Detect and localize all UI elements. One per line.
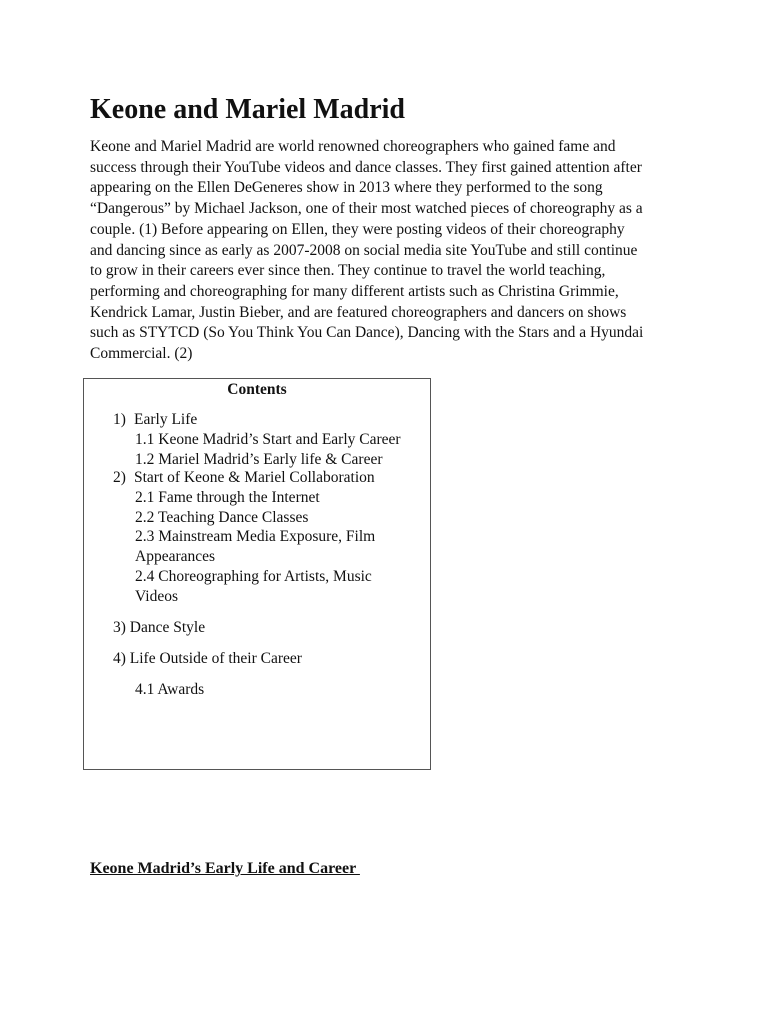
toc-item-label: Appearances bbox=[135, 548, 216, 565]
toc-item-collaboration[interactable] bbox=[113, 468, 375, 488]
toc-item-label: 2.3 Mainstream Media Exposure, Film bbox=[135, 528, 376, 545]
intro-line: “Dangerous” by Michael Jackson, one of their most watched pieces of choreography as a bbox=[90, 200, 643, 218]
intro-line: performing and choreographing for many different artists such as Christina Grimmie, bbox=[90, 282, 619, 300]
intro-line: such as STYTCD (So You Think You Can Dance), Dancing with the Stars and a Hyundai bbox=[90, 324, 644, 342]
toc-item-label: 4.1 Awards bbox=[135, 681, 205, 698]
intro-line: Kendrick Lamar, Justin Bieber, and are featured choreographers and dancers on shows bbox=[90, 303, 627, 321]
toc-item-life-outside-career[interactable] bbox=[113, 649, 302, 669]
toc-item-keone-start[interactable] bbox=[135, 430, 401, 450]
toc-item-label: Start of Keone & Mariel Collaboration bbox=[134, 469, 375, 486]
toc-item-mariel-early-life[interactable] bbox=[135, 450, 383, 470]
toc-item-label: Early Life bbox=[134, 411, 198, 428]
intro-line: Keone and Mariel Madrid are world renowned choreographers who gained fame and bbox=[90, 138, 616, 155]
toc-item-label: 2.4 Choreographing for Artists, Music bbox=[135, 568, 372, 585]
table-of-contents bbox=[83, 378, 431, 770]
toc-item-label: 1.2 Mariel Madrid’s Early life & Career bbox=[135, 451, 383, 468]
toc-item-label: 2.2 Teaching Dance Classes bbox=[135, 509, 309, 526]
toc-item-early-life[interactable] bbox=[113, 410, 197, 430]
toc-item-awards[interactable] bbox=[135, 680, 204, 700]
toc-item-media-exposure-cont[interactable] bbox=[135, 547, 215, 567]
intro-line: success through their YouTube videos and dance classes. They first gained attention after bbox=[90, 158, 642, 176]
intro-line: and dancing since as early as 2007-2008 on social media site YouTube and still continue bbox=[90, 241, 638, 259]
toc-item-media-exposure[interactable] bbox=[135, 527, 375, 547]
intro-line: appearing on the Ellen DeGeneres show in 2013 where they performed to the song bbox=[90, 179, 603, 197]
toc-item-label: 3) Dance Style bbox=[113, 619, 206, 636]
intro-line: couple. (1) Before appearing on Ellen, they were posting videos of their choreography bbox=[90, 220, 625, 238]
toc-item-choreographing-artists[interactable] bbox=[135, 567, 372, 587]
toc-item-label: 4) Life Outside of their Career bbox=[113, 650, 302, 667]
intro-line: to grow in their careers ever since then. They continue to travel the world teaching, bbox=[90, 262, 606, 280]
intro-paragraph bbox=[90, 137, 690, 365]
toc-item-label: Videos bbox=[135, 588, 178, 605]
toc-item-fame-internet[interactable] bbox=[135, 488, 320, 508]
toc-item-number: 2) bbox=[113, 469, 126, 486]
toc-item-label: 2.1 Fame through the Internet bbox=[135, 489, 320, 506]
toc-item-choreographing-artists-cont[interactable] bbox=[135, 587, 178, 607]
document-title: Keone and Mariel Madrid bbox=[90, 94, 405, 125]
contents-title: Contents bbox=[227, 381, 287, 398]
toc-item-label: 1.1 Keone Madrid’s Start and Early Career bbox=[135, 431, 401, 448]
toc-item-teaching-classes[interactable] bbox=[135, 508, 308, 528]
intro-line: Commercial. (2) bbox=[90, 345, 193, 363]
section-heading: Keone Madrid’s Early Life and Career bbox=[90, 860, 360, 877]
toc-item-dance-style[interactable] bbox=[113, 618, 205, 638]
toc-item-number: 1) bbox=[113, 411, 126, 428]
